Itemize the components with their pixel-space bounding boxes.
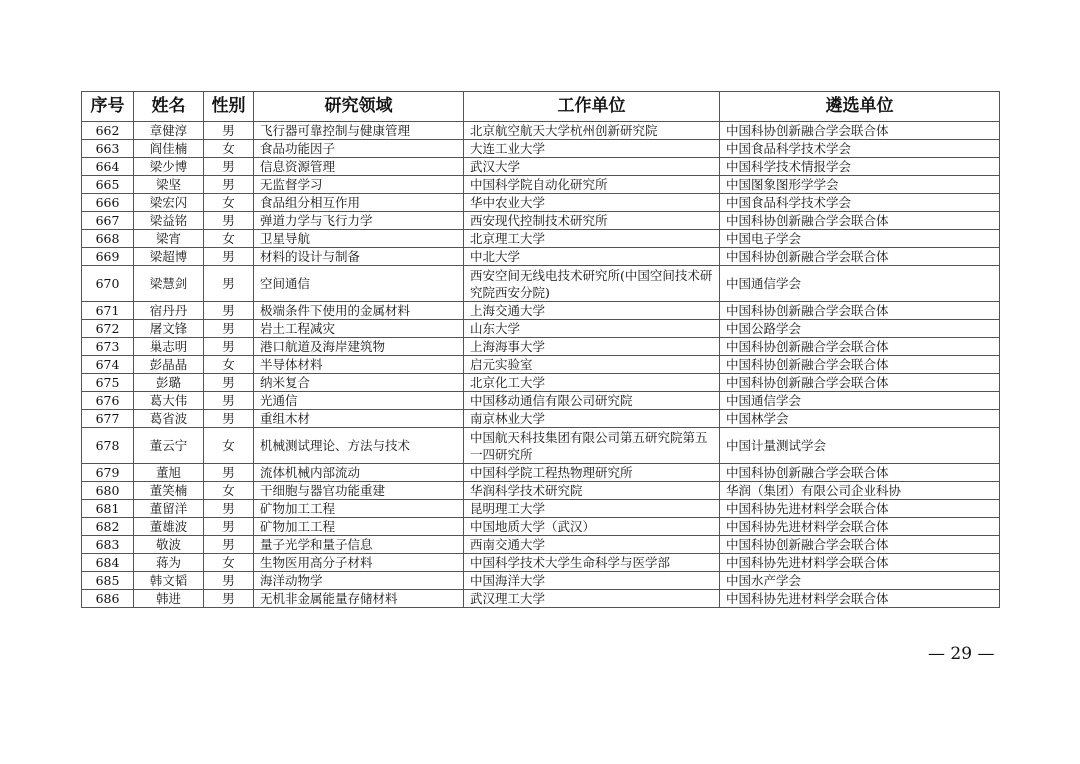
cell-selection-unit: 中国图象图形学学会 bbox=[720, 176, 1000, 194]
cell-selection-unit: 中国科协先进材料学会联合体 bbox=[720, 554, 1000, 572]
cell-research-field: 量子光学和量子信息 bbox=[254, 536, 464, 554]
cell-selection-unit: 中国食品科学技术学会 bbox=[720, 140, 1000, 158]
table-row bbox=[82, 176, 1000, 194]
cell-research-field: 生物医用高分子材料 bbox=[254, 554, 464, 572]
cell-research-field: 光通信 bbox=[254, 392, 464, 410]
cell-name: 董旭 bbox=[134, 464, 204, 482]
table-row bbox=[82, 428, 1000, 464]
cell-work-unit: 西安空间无线电技术研究所(中国空间技术研究院西安分院) bbox=[464, 266, 720, 302]
cell-gender: 男 bbox=[204, 176, 254, 194]
cell-name: 巢志明 bbox=[134, 338, 204, 356]
cell-research-field: 纳米复合 bbox=[254, 374, 464, 392]
table-row bbox=[82, 410, 1000, 428]
cell-name: 韩文韬 bbox=[134, 572, 204, 590]
cell-research-field: 机械测试理论、方法与技术 bbox=[254, 428, 464, 464]
table-row bbox=[82, 536, 1000, 554]
cell-index: 674 bbox=[82, 356, 134, 374]
cell-work-unit: 北京理工大学 bbox=[464, 230, 720, 248]
table-row bbox=[82, 554, 1000, 572]
header-gender: 性别 bbox=[204, 92, 254, 122]
cell-gender: 男 bbox=[204, 302, 254, 320]
cell-selection-unit: 中国科协创新融合学会联合体 bbox=[720, 122, 1000, 140]
cell-name: 梁慧剑 bbox=[134, 266, 204, 302]
cell-gender: 女 bbox=[204, 356, 254, 374]
cell-research-field: 无机非金属能量存储材料 bbox=[254, 590, 464, 608]
cell-gender: 男 bbox=[204, 338, 254, 356]
cell-selection-unit: 中国通信学会 bbox=[720, 266, 1000, 302]
cell-research-field: 食品组分相互作用 bbox=[254, 194, 464, 212]
cell-name: 彭晶晶 bbox=[134, 356, 204, 374]
table-body bbox=[82, 122, 1000, 608]
cell-work-unit: 西安现代控制技术研究所 bbox=[464, 212, 720, 230]
cell-index: 665 bbox=[82, 176, 134, 194]
table-row bbox=[82, 374, 1000, 392]
cell-selection-unit: 中国科协先进材料学会联合体 bbox=[720, 500, 1000, 518]
table-row bbox=[82, 320, 1000, 338]
cell-work-unit: 西南交通大学 bbox=[464, 536, 720, 554]
cell-work-unit: 启元实验室 bbox=[464, 356, 720, 374]
table-row bbox=[82, 500, 1000, 518]
cell-name: 蒋为 bbox=[134, 554, 204, 572]
cell-research-field: 干细胞与器官功能重建 bbox=[254, 482, 464, 500]
cell-gender: 男 bbox=[204, 122, 254, 140]
cell-selection-unit: 中国科协创新融合学会联合体 bbox=[720, 248, 1000, 266]
cell-name: 梁益铭 bbox=[134, 212, 204, 230]
cell-selection-unit: 华润（集团）有限公司企业科协 bbox=[720, 482, 1000, 500]
cell-index: 669 bbox=[82, 248, 134, 266]
cell-research-field: 港口航道及海岸建筑物 bbox=[254, 338, 464, 356]
cell-gender: 男 bbox=[204, 464, 254, 482]
cell-work-unit: 中国航天科技集团有限公司第五研究院第五一四研究所 bbox=[464, 428, 720, 464]
cell-name: 梁宏闪 bbox=[134, 194, 204, 212]
cell-index: 662 bbox=[82, 122, 134, 140]
cell-index: 673 bbox=[82, 338, 134, 356]
cell-name: 屠文锋 bbox=[134, 320, 204, 338]
cell-name: 梁超博 bbox=[134, 248, 204, 266]
cell-work-unit: 南京林业大学 bbox=[464, 410, 720, 428]
cell-research-field: 空间通信 bbox=[254, 266, 464, 302]
header-research-field: 研究领域 bbox=[254, 92, 464, 122]
cell-work-unit: 中国海洋大学 bbox=[464, 572, 720, 590]
table-row bbox=[82, 122, 1000, 140]
table-row bbox=[82, 518, 1000, 536]
cell-name: 董雄波 bbox=[134, 518, 204, 536]
cell-gender: 女 bbox=[204, 554, 254, 572]
table-header-row bbox=[82, 92, 1000, 122]
cell-research-field: 极端条件下使用的金属材料 bbox=[254, 302, 464, 320]
table-row bbox=[82, 248, 1000, 266]
cell-gender: 男 bbox=[204, 410, 254, 428]
cell-research-field: 信息资源管理 bbox=[254, 158, 464, 176]
cell-research-field: 流体机械内部流动 bbox=[254, 464, 464, 482]
cell-index: 670 bbox=[82, 266, 134, 302]
cell-name: 宿丹丹 bbox=[134, 302, 204, 320]
cell-selection-unit: 中国林学会 bbox=[720, 410, 1000, 428]
cell-work-unit: 上海交通大学 bbox=[464, 302, 720, 320]
cell-index: 668 bbox=[82, 230, 134, 248]
cell-selection-unit: 中国科协创新融合学会联合体 bbox=[720, 374, 1000, 392]
cell-work-unit: 山东大学 bbox=[464, 320, 720, 338]
table-row bbox=[82, 338, 1000, 356]
cell-work-unit: 武汉理工大学 bbox=[464, 590, 720, 608]
cell-selection-unit: 中国科协创新融合学会联合体 bbox=[720, 464, 1000, 482]
table-row bbox=[82, 212, 1000, 230]
cell-name: 葛省波 bbox=[134, 410, 204, 428]
cell-selection-unit: 中国科学技术情报学会 bbox=[720, 158, 1000, 176]
cell-index: 675 bbox=[82, 374, 134, 392]
cell-index: 679 bbox=[82, 464, 134, 482]
cell-work-unit: 中国移动通信有限公司研究院 bbox=[464, 392, 720, 410]
table-row bbox=[82, 266, 1000, 302]
table-row bbox=[82, 572, 1000, 590]
cell-work-unit: 华中农业大学 bbox=[464, 194, 720, 212]
cell-gender: 男 bbox=[204, 212, 254, 230]
header-index: 序号 bbox=[82, 92, 134, 122]
cell-work-unit: 武汉大学 bbox=[464, 158, 720, 176]
cell-index: 664 bbox=[82, 158, 134, 176]
cell-work-unit: 上海海事大学 bbox=[464, 338, 720, 356]
cell-research-field: 材料的设计与制备 bbox=[254, 248, 464, 266]
table-row bbox=[82, 158, 1000, 176]
cell-index: 684 bbox=[82, 554, 134, 572]
cell-work-unit: 中国科学院工程热物理研究所 bbox=[464, 464, 720, 482]
cell-selection-unit: 中国科协创新融合学会联合体 bbox=[720, 356, 1000, 374]
cell-work-unit: 华润科学技术研究院 bbox=[464, 482, 720, 500]
cell-name: 梁坚 bbox=[134, 176, 204, 194]
cell-name: 董留洋 bbox=[134, 500, 204, 518]
header-name: 姓名 bbox=[134, 92, 204, 122]
cell-index: 667 bbox=[82, 212, 134, 230]
cell-gender: 男 bbox=[204, 500, 254, 518]
cell-selection-unit: 中国科协先进材料学会联合体 bbox=[720, 590, 1000, 608]
cell-work-unit: 中国科学院自动化研究所 bbox=[464, 176, 720, 194]
cell-selection-unit: 中国电子学会 bbox=[720, 230, 1000, 248]
header-selection-unit: 遴选单位 bbox=[720, 92, 1000, 122]
cell-index: 680 bbox=[82, 482, 134, 500]
cell-selection-unit: 中国科协先进材料学会联合体 bbox=[720, 518, 1000, 536]
cell-research-field: 飞行器可靠控制与健康管理 bbox=[254, 122, 464, 140]
table-row bbox=[82, 302, 1000, 320]
cell-name: 董云宁 bbox=[134, 428, 204, 464]
cell-selection-unit: 中国通信学会 bbox=[720, 392, 1000, 410]
cell-selection-unit: 中国水产学会 bbox=[720, 572, 1000, 590]
cell-research-field: 卫星导航 bbox=[254, 230, 464, 248]
cell-research-field: 矿物加工工程 bbox=[254, 500, 464, 518]
table-row bbox=[82, 392, 1000, 410]
cell-gender: 男 bbox=[204, 266, 254, 302]
cell-selection-unit: 中国食品科学技术学会 bbox=[720, 194, 1000, 212]
cell-work-unit: 中北大学 bbox=[464, 248, 720, 266]
cell-index: 677 bbox=[82, 410, 134, 428]
cell-index: 678 bbox=[82, 428, 134, 464]
cell-index: 663 bbox=[82, 140, 134, 158]
cell-index: 686 bbox=[82, 590, 134, 608]
table-row bbox=[82, 230, 1000, 248]
cell-index: 682 bbox=[82, 518, 134, 536]
cell-index: 681 bbox=[82, 500, 134, 518]
cell-work-unit: 北京航空航天大学杭州创新研究院 bbox=[464, 122, 720, 140]
cell-gender: 男 bbox=[204, 392, 254, 410]
table-row bbox=[82, 464, 1000, 482]
table-row bbox=[82, 194, 1000, 212]
cell-selection-unit: 中国科协创新融合学会联合体 bbox=[720, 536, 1000, 554]
cell-gender: 男 bbox=[204, 572, 254, 590]
cell-research-field: 半导体材料 bbox=[254, 356, 464, 374]
cell-index: 676 bbox=[82, 392, 134, 410]
cell-selection-unit: 中国科协创新融合学会联合体 bbox=[720, 302, 1000, 320]
cell-research-field: 食品功能因子 bbox=[254, 140, 464, 158]
cell-name: 韩进 bbox=[134, 590, 204, 608]
table-row bbox=[82, 482, 1000, 500]
cell-work-unit: 中国地质大学（武汉） bbox=[464, 518, 720, 536]
cell-index: 666 bbox=[82, 194, 134, 212]
table-row bbox=[82, 356, 1000, 374]
cell-work-unit: 昆明理工大学 bbox=[464, 500, 720, 518]
cell-gender: 男 bbox=[204, 248, 254, 266]
cell-name: 梁宵 bbox=[134, 230, 204, 248]
cell-research-field: 弹道力学与飞行力学 bbox=[254, 212, 464, 230]
cell-research-field: 岩土工程减灾 bbox=[254, 320, 464, 338]
table-row bbox=[82, 140, 1000, 158]
cell-work-unit: 大连工业大学 bbox=[464, 140, 720, 158]
cell-index: 671 bbox=[82, 302, 134, 320]
cell-index: 672 bbox=[82, 320, 134, 338]
cell-research-field: 海洋动物学 bbox=[254, 572, 464, 590]
cell-name: 梁少博 bbox=[134, 158, 204, 176]
cell-gender: 女 bbox=[204, 194, 254, 212]
header-work-unit: 工作单位 bbox=[464, 92, 720, 122]
cell-index: 683 bbox=[82, 536, 134, 554]
cell-selection-unit: 中国计量测试学会 bbox=[720, 428, 1000, 464]
roster-table bbox=[81, 91, 1000, 608]
cell-research-field: 无监督学习 bbox=[254, 176, 464, 194]
cell-name: 章健淳 bbox=[134, 122, 204, 140]
cell-name: 阎佳楠 bbox=[134, 140, 204, 158]
cell-index: 685 bbox=[82, 572, 134, 590]
cell-gender: 男 bbox=[204, 374, 254, 392]
cell-selection-unit: 中国科协创新融合学会联合体 bbox=[720, 212, 1000, 230]
cell-gender: 男 bbox=[204, 590, 254, 608]
cell-gender: 女 bbox=[204, 482, 254, 500]
cell-research-field: 重组木材 bbox=[254, 410, 464, 428]
cell-gender: 女 bbox=[204, 140, 254, 158]
table-row bbox=[82, 590, 1000, 608]
cell-name: 彭璐 bbox=[134, 374, 204, 392]
cell-work-unit: 北京化工大学 bbox=[464, 374, 720, 392]
cell-research-field: 矿物加工工程 bbox=[254, 518, 464, 536]
cell-selection-unit: 中国公路学会 bbox=[720, 320, 1000, 338]
cell-work-unit: 中国科学技术大学生命科学与医学部 bbox=[464, 554, 720, 572]
cell-selection-unit: 中国科协创新融合学会联合体 bbox=[720, 338, 1000, 356]
cell-name: 敬波 bbox=[134, 536, 204, 554]
cell-gender: 男 bbox=[204, 518, 254, 536]
cell-gender: 女 bbox=[204, 230, 254, 248]
cell-name: 葛大伟 bbox=[134, 392, 204, 410]
cell-gender: 女 bbox=[204, 428, 254, 464]
cell-name: 董笑楠 bbox=[134, 482, 204, 500]
cell-gender: 男 bbox=[204, 158, 254, 176]
cell-gender: 男 bbox=[204, 536, 254, 554]
cell-gender: 男 bbox=[204, 320, 254, 338]
page-number: — 29 — bbox=[928, 644, 995, 664]
